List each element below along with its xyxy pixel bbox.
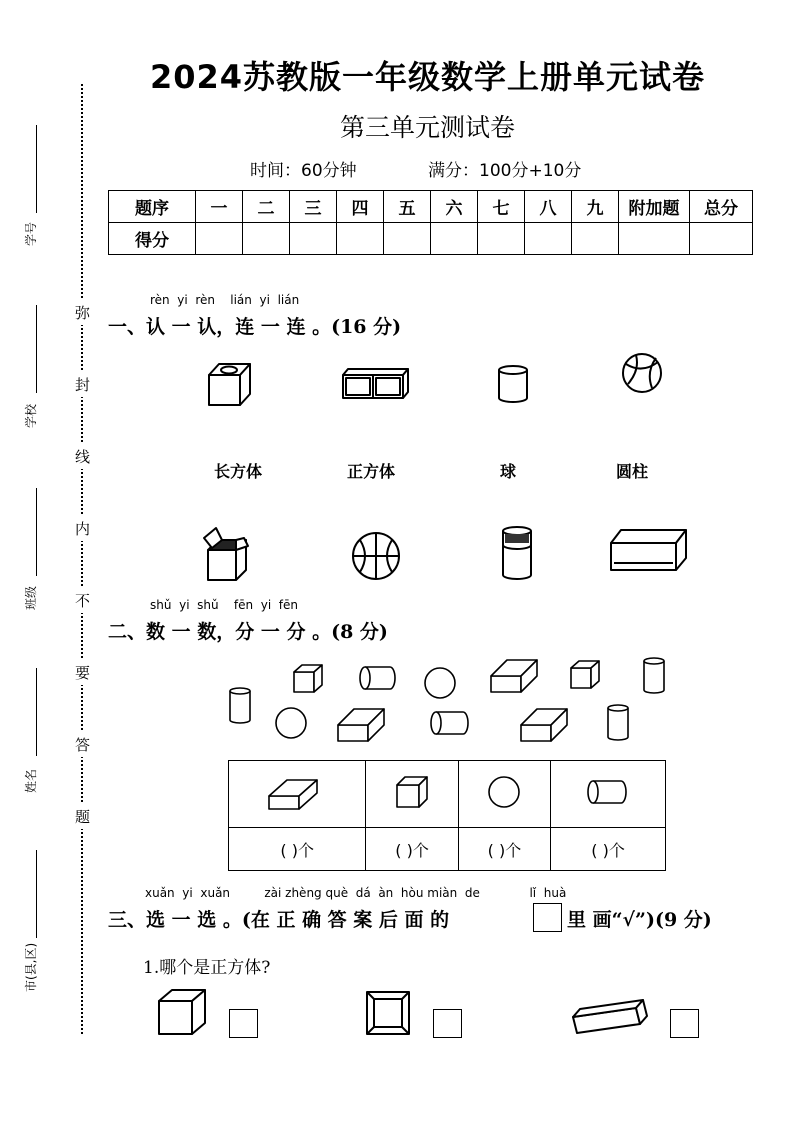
answer-blank[interactable]: ( )个 xyxy=(458,828,550,871)
q3-sub1-question: 1.哪个是正方体? xyxy=(143,958,271,978)
seal-char: 答 xyxy=(75,732,90,757)
answer-blank[interactable]: ( )个 xyxy=(366,828,458,871)
q2-heading: 二、数 一 数，分 一 分 。(8 分) xyxy=(108,621,388,643)
score-header-cell: 三 xyxy=(290,191,337,223)
answer-box-option-2[interactable] xyxy=(433,1009,462,1038)
label-city: 市(县,区) xyxy=(24,942,38,992)
score-header-cell: 一 xyxy=(196,191,243,223)
score-row-label: 得分 xyxy=(109,223,196,255)
answer-blank[interactable]: ( )个 xyxy=(551,828,666,871)
option-square-frame-icon[interactable] xyxy=(367,992,409,1034)
q3-pinyin: xuǎn yi xuǎn zài zhèng què dá àn hòu miàn de lǐ huà xyxy=(145,886,567,900)
seal-char: 封 xyxy=(75,372,90,397)
score-header-cell: 五 xyxy=(384,191,431,223)
label-school: 学校 xyxy=(24,403,38,428)
q1-pinyin: rèn yi rèn lián yi lián xyxy=(150,293,300,307)
q3-heading-end: 里 画“√”)(9 分) xyxy=(567,909,712,931)
score-header-cell: 题序 xyxy=(109,191,196,223)
seal-char: 要 xyxy=(75,660,90,685)
score-header-cell: 九 xyxy=(572,191,619,223)
shape-name-cylinder[interactable]: 圆柱 xyxy=(616,462,649,481)
exam-subtitle: 第三单元测试卷 xyxy=(339,113,515,142)
label-class: 班级 xyxy=(24,585,38,610)
q3-heading-start: 三、选 一 选 。(在 正 确 答 案 后 面 的 xyxy=(108,909,450,931)
full-score: 满分：100分+10分 xyxy=(428,161,582,181)
seal-char: 内 xyxy=(75,516,90,541)
exam-title: 2024苏教版一年级数学上册单元试卷 xyxy=(149,58,706,96)
score-header-cell: 八 xyxy=(525,191,572,223)
shape-name-cube[interactable]: 正方体 xyxy=(347,462,396,481)
shape-name-cuboid[interactable]: 长方体 xyxy=(214,462,263,481)
time-limit: 时间：60分钟 xyxy=(250,161,357,181)
score-header-cell: 二 xyxy=(243,191,290,223)
option-cube-icon[interactable] xyxy=(159,990,205,1034)
seal-char: 题 xyxy=(75,804,90,829)
label-student-id: 学号 xyxy=(24,221,38,246)
score-header-cell: 总分 xyxy=(690,191,753,223)
score-header-cell: 六 xyxy=(431,191,478,223)
score-header-cell: 附加题 xyxy=(619,191,690,223)
score-header-cell: 四 xyxy=(337,191,384,223)
seal-char: 线 xyxy=(75,444,90,469)
answer-box-option-1[interactable] xyxy=(229,1009,258,1038)
q1-heading: 一、认 一 认，连 一 连 。(16 分) xyxy=(108,316,402,338)
seal-char: 不 xyxy=(75,588,90,613)
option-cuboid-icon[interactable] xyxy=(573,1000,647,1033)
shape-name-sphere[interactable]: 球 xyxy=(500,462,517,481)
seal-char: 弥 xyxy=(75,300,90,325)
q2-pinyin: shǔ yi shǔ fēn yi fēn xyxy=(150,598,298,612)
score-header-cell: 七 xyxy=(478,191,525,223)
label-name: 姓名 xyxy=(24,768,38,793)
answer-blank[interactable]: ( )个 xyxy=(229,828,366,871)
answer-box-option-3[interactable] xyxy=(670,1009,699,1038)
